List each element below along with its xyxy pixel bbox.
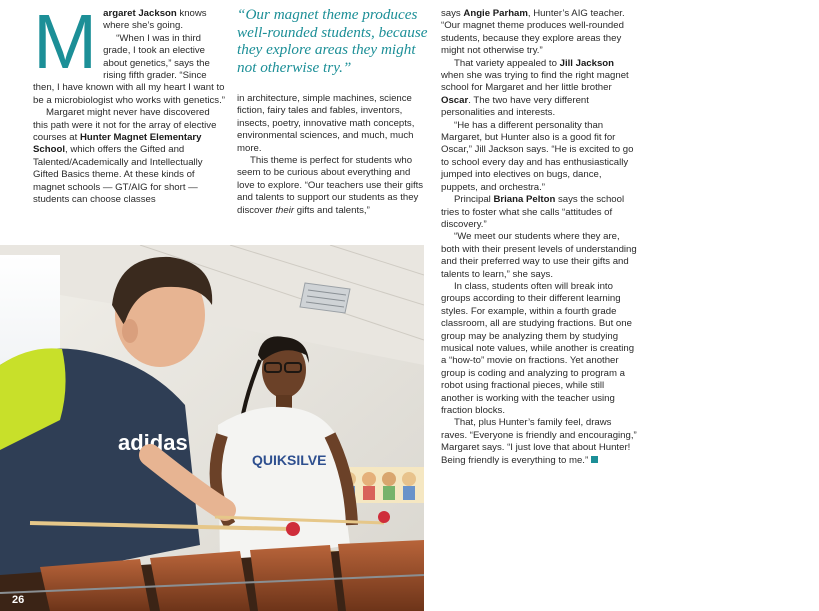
paragraph: “He has a different personality than Margaret, but Hunter also is a good fit for Oscar,” Jill Jackson says. “He is excited to go to school every day and has enthusiastically jumped into electives on bugs, dance, puppets, and orchestra.” <box>441 119 634 193</box>
svg-text:QUIKSILVE: QUIKSILVE <box>252 452 327 468</box>
page-number: 26 <box>12 594 25 606</box>
svg-text:adidas: adidas <box>118 430 188 455</box>
article-column-1 <box>33 0 225 207</box>
paragraph: “We meet our students where they are, both with their present levels of understanding and their preferred way to use their gifts and talents to learn,” she says. <box>441 231 637 280</box>
paragraph: Margaret might never have discovered this path were it not for the array of elective courses at Hunter Magnet Elementary School, which offers the Gifted and Talented/Academically and Intellectually Gifted Basics theme. At these kinds of magnet schools — GT/AIG for short — students can choose classes <box>33 107 217 206</box>
drop-cap: M <box>33 0 98 85</box>
air-vent <box>300 283 350 313</box>
lead-paragraph: Margaret Jackson knows where she’s going. <box>33 0 207 85</box>
paragraph: says Angie Parham, Hunter’s AIG teacher. “Our magnet theme produces well-rounded students, because they explore areas they might not otherwise try.” <box>441 8 625 57</box>
paragraph: in architecture, simple machines, science fiction, fairy tales and fables, inventors, insects, poetry, innovative math concepts, environmental sciences, and much, much more. <box>237 93 415 154</box>
person-name: Oscar <box>441 94 469 106</box>
end-mark-icon <box>591 456 598 463</box>
person-name: Angie Parham <box>463 8 528 19</box>
paragraph: That, plus Hunter’s family feel, draws raves. “Everyone is friendly and encouraging,” Margaret says. “I just love that about Hunter! Being friendly is everything to me.” <box>441 417 637 466</box>
paragraph: In class, students often will break into groups according to their different learning styles. For example, within a fourth grade classroom, all are studying fractions. But one group may be analyzing them by studying musical note values, while another is creating a “how-to” movie on fractions. Yet another group is coding and analyzing to program a robot using fractional pieces, while still another is working with the teacher using fraction blocks. <box>441 280 635 416</box>
classroom-photo <box>0 245 424 611</box>
paragraph: “When I was in third grade, I took an elective about genetics,” says the rising fifth grader. “Since then, I have known with all my heart I want to be a microbiologist who works with genetics.” <box>33 32 225 106</box>
article-column-2 <box>237 93 430 217</box>
xylophone-students-illustration <box>0 245 424 611</box>
person-name: Jill Jackson <box>559 57 615 69</box>
paragraph: Principal Briana Pelton says the school tries to foster what she calls “attitudes of discovery.” <box>441 194 625 230</box>
article-column-3 <box>441 8 637 467</box>
pull-quote: “Our magnet theme produces well-rounded students, because they explore areas they might not otherwise try.” <box>237 6 428 76</box>
paragraph: That variety appealed to Jill Jackson when she was trying to find the right magnet school for Margaret and her little brother Oscar. The two have very different personalities and interests. <box>441 57 629 119</box>
paragraph: This theme is perfect for students who seem to be curious about everything and love to explore. “Our teachers use their gifts and talents to support our students as they discover their gifts and talents,” <box>237 155 424 216</box>
subject-name: argaret Jackson <box>103 8 177 19</box>
person-name: Briana Pelton <box>493 194 556 206</box>
school-name: Hunter Magnet Elementary School <box>33 132 202 156</box>
